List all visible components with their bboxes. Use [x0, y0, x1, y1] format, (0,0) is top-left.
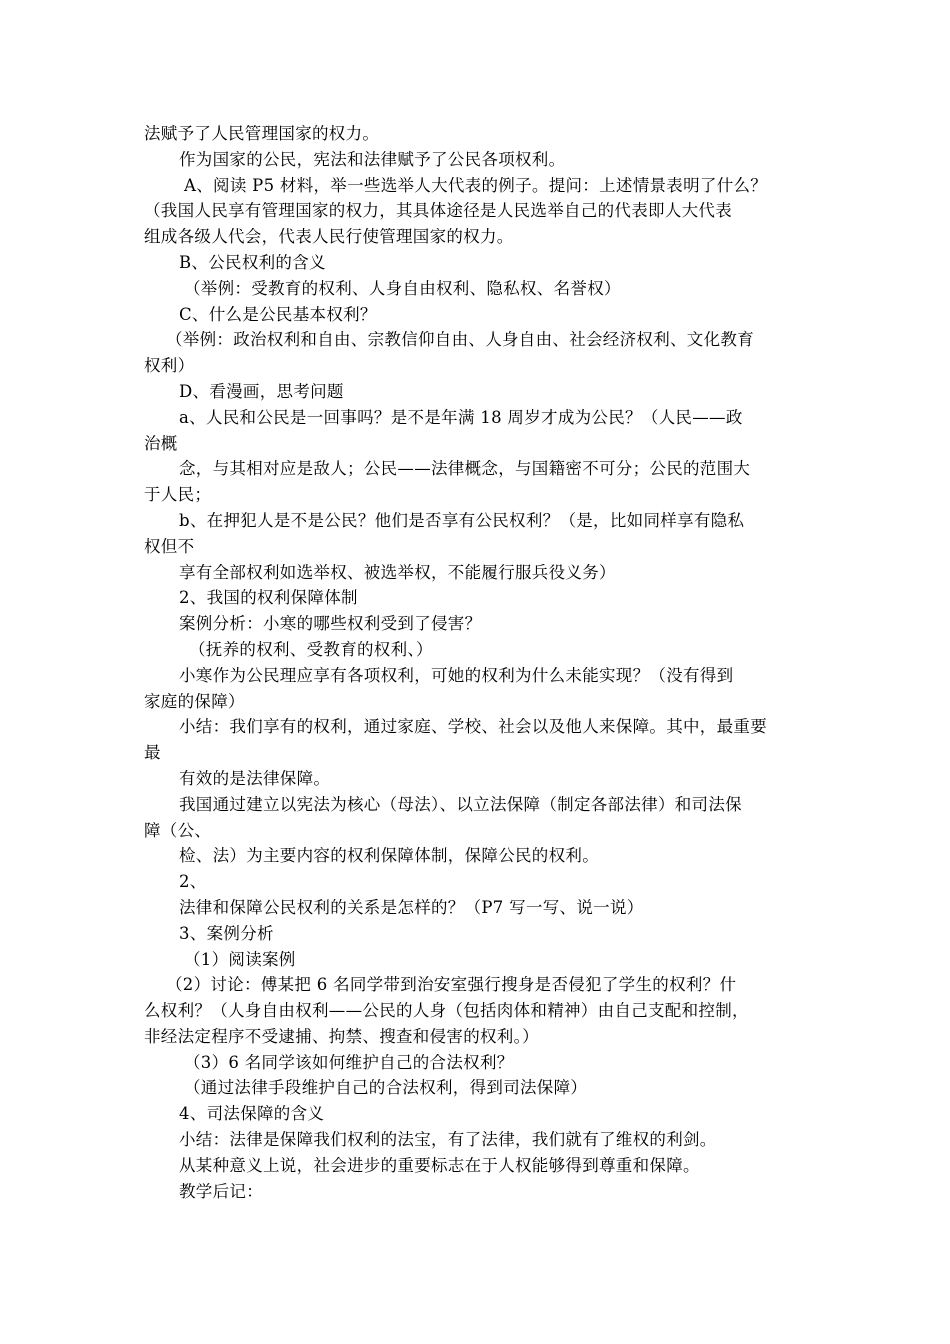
text-line: 治概 — [144, 433, 178, 453]
text-line: 我国通过建立以宪法为核心（母法）、以立法保障（制定各部法律）和司法保 — [179, 794, 742, 814]
text-line: （举例：受教育的权利、人身自由权利、隐私权、名誉权） — [184, 278, 621, 298]
text-line: 案例分析：小寒的哪些权利受到了侵害？ — [179, 614, 482, 634]
text-line: 法赋予了人民管理国家的权力。 — [144, 124, 380, 143]
text-line: 法律和保障公民权利的关系是怎样的？（P7 写一写、说一说） — [179, 897, 644, 917]
text-line: （举例：政治权利和自由、宗教信仰自由、人身自由、社会经济权利、文化教育 — [166, 330, 754, 350]
text-line: b、在押犯人是不是公民？他们是否享有公民权利？（是，比如同样享有隐私 — [179, 510, 745, 530]
text-line: 2、我国的权利保障体制 — [179, 588, 358, 608]
text-line: 权利） — [144, 356, 195, 376]
text-line: 享有全部权利如选举权、被选举权，不能履行服兵役义务） — [179, 562, 616, 582]
text-line: 小结：我们享有的权利，通过家庭、学校、社会以及他人来保障。其中，最重要 — [179, 717, 767, 737]
text-line: （1）阅读案例 — [184, 949, 296, 969]
text-line: 非经法定程序不受逮捕、拘禁、搜查和侵害的权利。） — [144, 1026, 539, 1046]
text-line: 权但不 — [144, 536, 195, 556]
text-line: 组成各级人代会，代表人民行使管理国家的权力。 — [144, 227, 514, 247]
text-line: 障（公、 — [144, 820, 212, 840]
text-line: 作为国家的公民，宪法和法律赋予了公民各项权利。 — [179, 149, 566, 169]
text-line: 有效的是法律保障。 — [179, 768, 331, 788]
text-line: 从某种意义上说，社会进步的重要标志在于人权能够得到尊重和保障。 — [179, 1155, 700, 1175]
text-line: 4、司法保障的含义 — [179, 1104, 325, 1124]
text-line: （3）6 名同学该如何维护自己的合法权利？ — [184, 1052, 514, 1072]
text-line: 3、案例分析 — [179, 923, 274, 943]
text-line: 最 — [144, 743, 161, 763]
text-line: 么权利？（人身自由权利——公民的人身（包括肉体和精神）由自己支配和控制， — [144, 1001, 749, 1021]
text-line: A、阅读 P5 材料，举一些选举人大代表的例子。提问：上述情景表明了什么？ — [184, 175, 768, 195]
text-line: 于人民； — [144, 485, 212, 505]
text-line: （抚养的权利、受教育的权利、） — [189, 639, 433, 659]
text-line: （通过法律手段维护自己的合法权利，得到司法保障） — [184, 1078, 588, 1098]
text-line: 2、 — [179, 872, 207, 892]
text-line: （2）讨论：傅某把 6 名同学带到治安室强行搜身是否侵犯了学生的权利？什 — [166, 975, 737, 995]
text-line: 检、法）为主要内容的权利保障体制，保障公民的权利。 — [179, 846, 599, 866]
text-line: 教学后记： — [179, 1181, 263, 1201]
document-body — [144, 121, 814, 1204]
text-line: 小寒作为公民理应享有各项权利，可她的权利为什么未能实现？（没有得到 — [179, 665, 734, 685]
text-line: 家庭的保障） — [144, 691, 245, 711]
text-line: 念，与其相对应是敌人；公民——法律概念，与国籍密不可分；公民的范围大 — [179, 459, 751, 479]
text-line: a、人民和公民是一回事吗？是不是年满 18 周岁才成为公民？（人民——政 — [179, 407, 743, 427]
text-line: 小结：法律是保障我们权利的法宝，有了法律，我们就有了维权的利剑。 — [179, 1130, 717, 1150]
text-line: （我国人民享有管理国家的权力，其具体途径是人民选举自己的代表即人大代表 — [144, 201, 732, 221]
text-line: C、什么是公民基本权利？ — [179, 304, 377, 324]
text-line: B、公民权利的含义 — [179, 252, 326, 272]
text-line: D、看漫画，思考问题 — [179, 381, 344, 401]
